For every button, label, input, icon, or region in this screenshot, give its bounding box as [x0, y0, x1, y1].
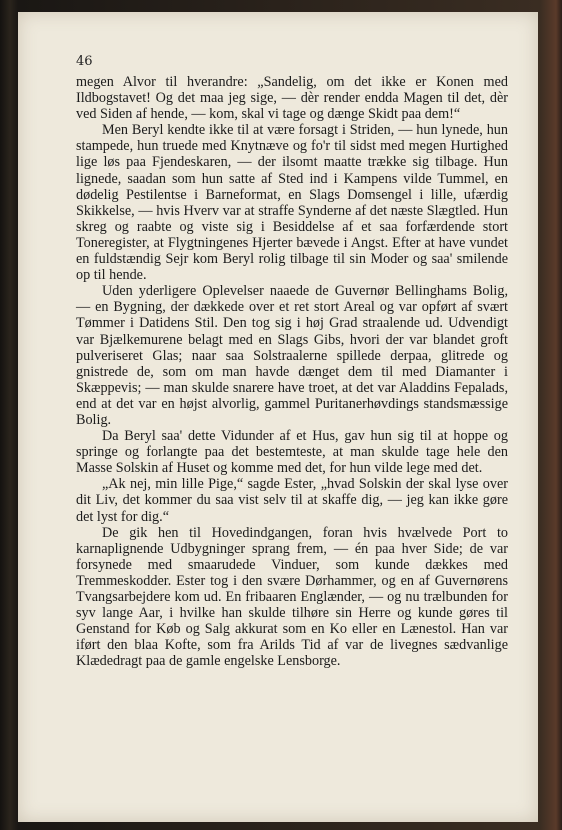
page-number: 46 — [76, 54, 93, 69]
page-text — [76, 74, 508, 669]
paragraph: De gik hen til Hovedindgangen, foran hvis hvælvede Port to karnaplignende Udbygninger sprang frem, — én paa hver Side; de var forsynede med smaarudede Vinduer, som kunde dækkes med Tremmeskodder. Ester tog i den svære Dørhammer, og en af Guvernørens Tvangsarbejdere kom ud. En fribaaren Englænder, — og nu trælbunden for syv lange Aar, i hvilke han skulde tilhøre sin Herre og kunde gøres til Genstand for Køb og Salg akkurat som en Ko eller en Lænestol. Han var iført den blaa Kofte, som fra Arilds Tid af var de livegnes sædvanlige Klædedragt paa de gamle engelske Lensborge. — [76, 524, 508, 670]
paragraph: megen Alvor til hverandre: „Sandelig, om det ikke er Konen med Ildbogstavet! Og det maa jeg sige, — dèr render endda Magen til det, dèr ved Siden af hende, — kom, skal vi tage og dænge Skidt paa dem!“ — [76, 74, 508, 123]
paragraph: „Ak nej, min lille Pige,“ sagde Ester, „hvad Solskin der skal lyse over dit Liv, det kommer du saa vist selv til at skaffe dig, — jeg kan ikke gøre det lyst for dig.“ — [76, 476, 508, 525]
paragraph: Men Beryl kendte ikke til at være forsagt i Striden, — hun lynede, hun stampede, hun truede med Knytnæve og fo'r til sidst med megen Hurtighed lige løs paa Fjendeskaren, — der ilsomt maatte trække sig tilbage. Hun lignede, saadan som hun satte af Sted ind i Kampens vilde Tummel, en dødelig Pestilentse i Barneformat, en Slags Domsengel i lille, ufærdig Skikkelse, — hvis Hverv var at straffe Synderne af det næste Slægtled. Hun skreg og raabte og viste sig i Besiddelse af et saa forfærdende stort Toneregister, at Flygtningenes Hjerter bævede i Angst. Efter at have vundet en fuldstændig Sejr kom Beryl rolig tilbage til sin Moder og saa' smilende op til hende. — [76, 122, 508, 284]
paragraph: Uden yderligere Oplevelser naaede de Guvernør Bellinghams Bolig, — en Bygning, der dækkede over et ret stort Areal og var opført af svært Tømmer i Datidens Stil. Den tog sig i høj Grad straalende ud. Udvendigt var Bjælkemurene belagt med en Slags Gibs, hvori der var blandet groft pulveriseret Glas; naar saa Solstraalerne spillede derpaa, glitrede og gnistrede de, som om man havde dænget dem til med Diamanter i Skæppevis; — man skulde snarere have troet, at det var Aladdins Fepalads, end at det var en højst alvorlig, gammel Puritanerhøvdings standsmæssige Bolig. — [76, 283, 508, 428]
paragraph: Da Beryl saa' dette Vidunder af et Hus, gav hun sig til at hoppe og springe og forlangte paa det bestemteste, at man skulde tage hele den Masse Solskin af Huset og komme med det, for hun vilde lege med det. — [76, 428, 508, 477]
